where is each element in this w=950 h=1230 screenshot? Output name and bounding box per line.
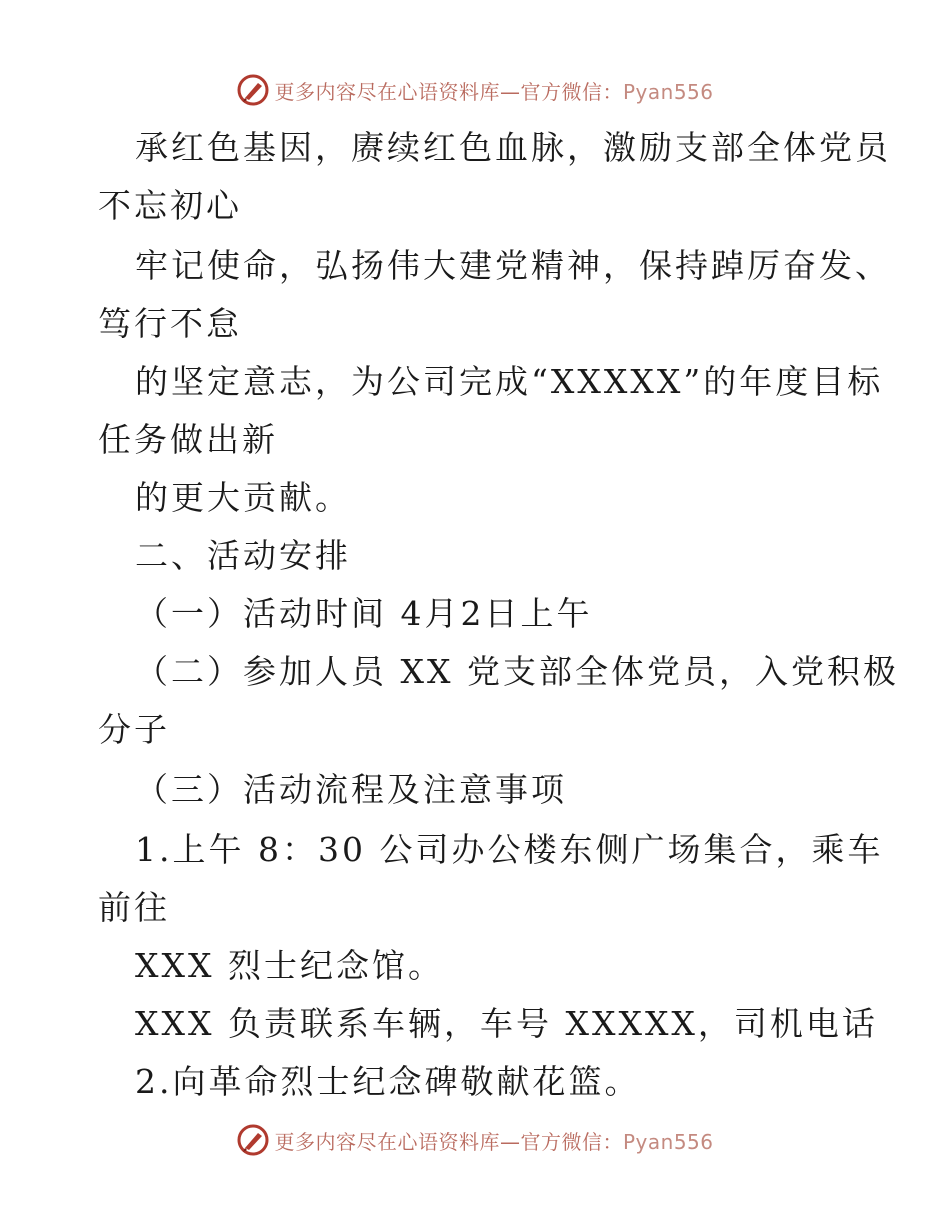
paragraph-line: 牢记使命，弘扬伟大建党精神，保持踔厉奋发、 [135, 246, 891, 285]
paragraph-line: 的坚定意志，为公司完成“XXXXX”的年度目标 [135, 362, 884, 401]
watermark-text: 更多内容尽在心语资料库—官方微信： [274, 79, 623, 104]
header-watermark [0, 70, 950, 110]
paragraph-line: 分子 [98, 710, 170, 749]
paragraph-line: XXX 烈士纪念馆。 [135, 946, 444, 985]
footer-watermark [0, 1120, 950, 1160]
paragraph-line: 前往 [98, 888, 170, 927]
list-item: （一）活动时间 4月2日上午 [135, 594, 593, 633]
paragraph-line: 承红色基因，赓续红色血脉，激励支部全体党员 [135, 128, 891, 167]
section-heading: 二、活动安排 [135, 536, 351, 575]
watermark-id: Pyan556 [622, 79, 714, 104]
watermark-id: Pyan556 [622, 1129, 714, 1154]
paragraph-line: XXX 负责联系车辆，车号 XXXXX，司机电话 [135, 1004, 878, 1043]
pen-logo-icon [236, 1123, 270, 1157]
paragraph-line: 不忘初心 [98, 186, 242, 225]
list-item: （二）参加人员 XX 党支部全体党员，入党积极 [135, 652, 899, 691]
list-item: 2.向革命烈士纪念碑敬献花篮。 [135, 1062, 641, 1101]
paragraph-line: 笃行不怠 [98, 304, 242, 343]
list-item: （三）活动流程及注意事项 [135, 770, 567, 809]
pen-logo-icon [236, 73, 270, 107]
list-item: 1.上午 8：30 公司办公楼东侧广场集合，乘车 [135, 830, 884, 869]
paragraph-line: 任务做出新 [98, 420, 278, 459]
paragraph-line: 的更大贡献。 [135, 478, 351, 517]
watermark-text: 更多内容尽在心语资料库—官方微信： [274, 1129, 623, 1154]
